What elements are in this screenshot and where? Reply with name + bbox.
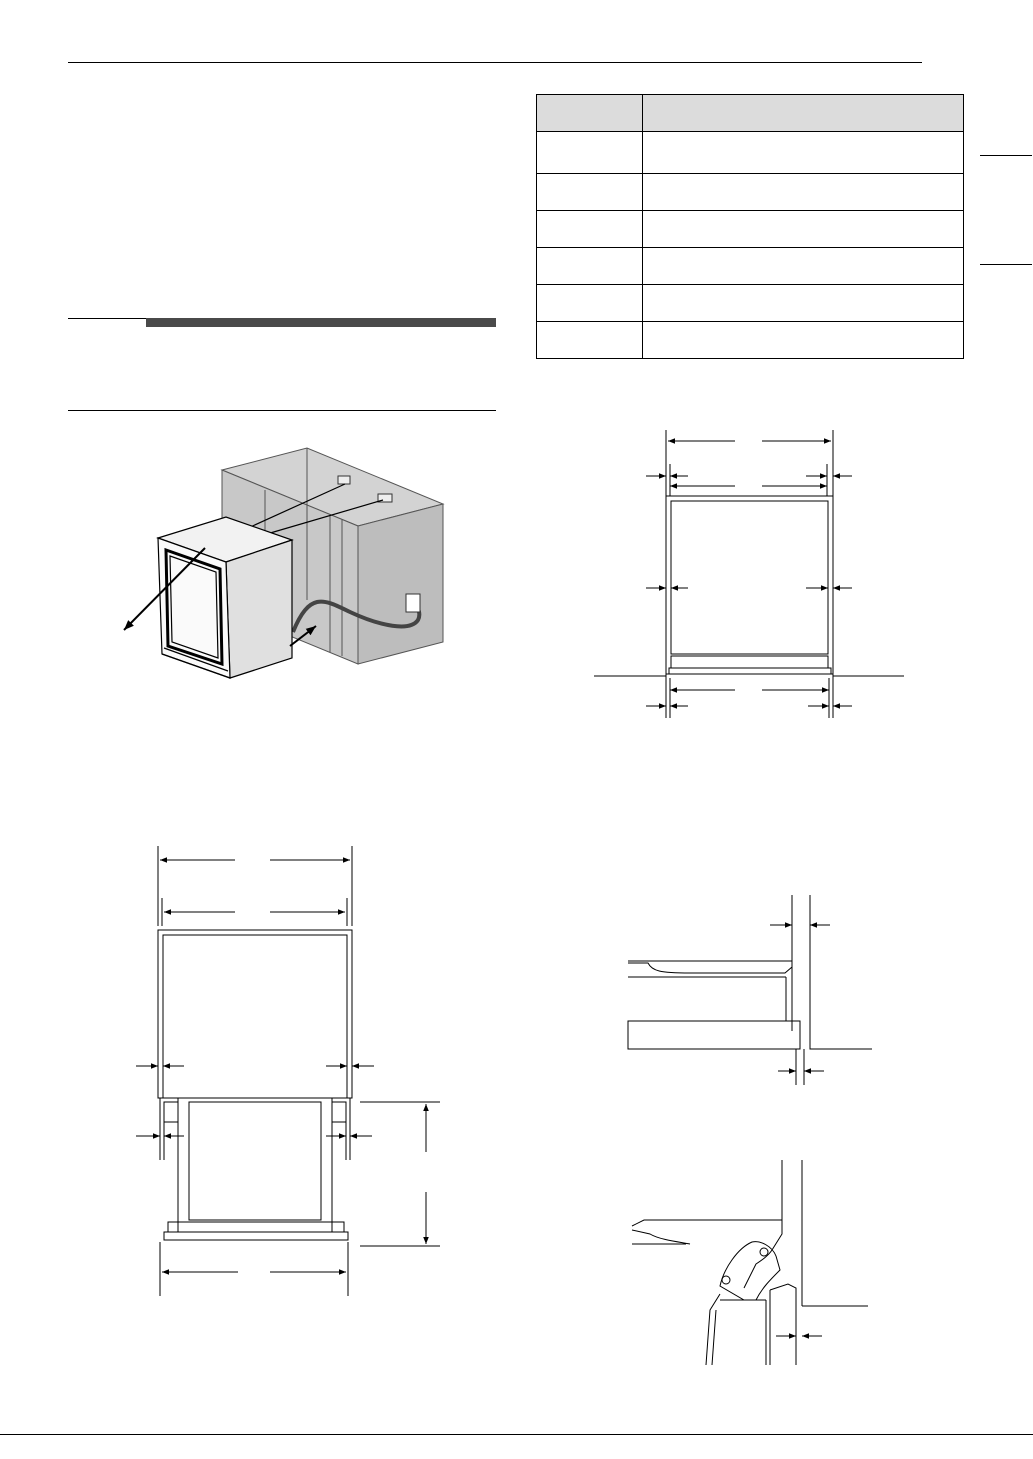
dimension-spec-table	[536, 94, 964, 359]
hinge-icon	[720, 1242, 780, 1300]
wine-cooler-unit	[158, 517, 292, 678]
table-cell	[643, 132, 964, 174]
table-header-row	[537, 95, 964, 132]
table-cell	[537, 132, 643, 174]
page-footer-rule	[0, 1434, 1033, 1435]
opening-dimension-drawing	[590, 428, 910, 718]
table-header-cell	[643, 95, 964, 132]
front-unit-outline	[158, 930, 352, 1098]
table-row	[537, 174, 964, 210]
page-header-rule	[68, 62, 922, 63]
table-cell	[643, 174, 964, 210]
table-row	[537, 285, 964, 321]
table-cell	[643, 210, 964, 247]
table-row	[537, 210, 964, 247]
cabinet-right-face	[358, 504, 443, 664]
cabinet-installation-illustration	[110, 440, 450, 690]
table-cell	[537, 321, 643, 358]
table-row	[537, 321, 964, 358]
table-cell	[643, 248, 964, 285]
table-cell	[537, 174, 643, 210]
note-banner-bar	[146, 318, 496, 327]
side-tab-marker-top	[980, 155, 1032, 156]
table-row	[537, 248, 964, 285]
table-cell	[643, 285, 964, 321]
table-row	[537, 132, 964, 174]
door-gap-detail-drawing	[620, 895, 880, 1095]
opening-unit-outline	[666, 496, 833, 674]
power-outlet-icon	[406, 594, 420, 612]
hinge-clearance-detail-drawing	[620, 1160, 880, 1365]
side-tab-marker-bottom	[980, 264, 1032, 265]
table-header-cell	[537, 95, 643, 132]
note-banner-bottom-rule	[68, 410, 496, 411]
front-dimension-drawing	[120, 840, 450, 1310]
table-cell	[537, 285, 643, 321]
table-cell	[537, 248, 643, 285]
table-cell	[643, 321, 964, 358]
table-cell	[537, 210, 643, 247]
